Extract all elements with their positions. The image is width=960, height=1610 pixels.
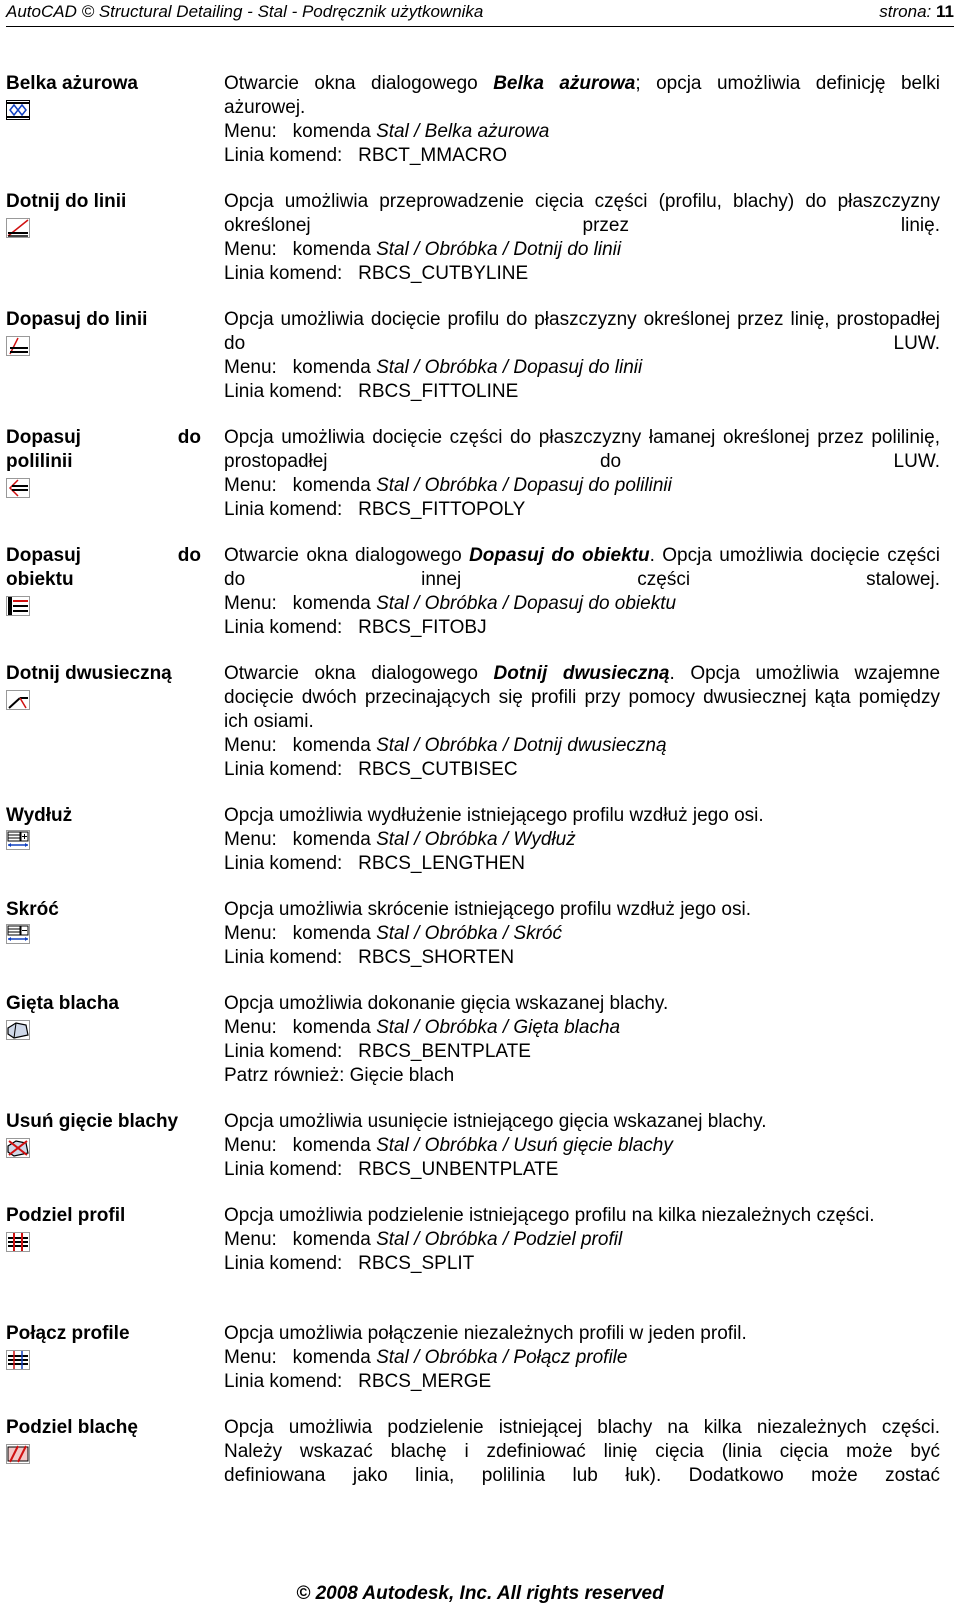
entry-term: Belka ażurowa — [6, 73, 138, 94]
menu-line: Menu: komenda Stal / Obróbka / Dotnij dwusieczną — [224, 735, 667, 756]
copyright-footer: © 2008 Autodesk, Inc. All rights reserved — [296, 1583, 664, 1604]
fit-to-polyline-icon[interactable] — [6, 478, 30, 498]
entry-description: Opcja umożliwia dokonanie gięcia wskazanej blachy. Menu: komenda Stal / Obróbka / Gięta blacha Linia komend: RBCS_BENTPLATE Patrz również: Gięcie blach — [224, 992, 940, 1088]
command-line: Linia komend: RBCS_FITTOPOLY — [224, 499, 526, 520]
entry-term: Dotnij do linii — [6, 191, 127, 212]
menu-line: Menu: komenda Stal / Obróbka / Dotnij do linii — [224, 239, 622, 260]
split-profile-icon[interactable] — [6, 1232, 30, 1252]
split-plate-icon[interactable] — [6, 1444, 30, 1464]
bent-plate-icon[interactable] — [6, 1020, 30, 1040]
menu-line: Menu: komenda Stal / Obróbka / Gięta blacha — [224, 1017, 621, 1038]
command-line: Linia komend: RBCS_UNBENTPLATE — [224, 1159, 559, 1180]
entry-description: Opcja umożliwia podzielenie istniejącej blachy na kilka niezależnych części. Należy wskazać blachę i zdefiniować linię cięcia (linia cięcia może być definiowana jako linia, polilinia lub łuk). Dodatkowo może zostać — [224, 1417, 940, 1486]
entry-description: Opcja umożliwia połączenie niezależnych profili w jeden profil. Menu: komenda Stal / Obróbka / Połącz profile Linia komend: RBCS_MERGE — [224, 1322, 940, 1394]
page-number: 11 — [936, 2, 954, 21]
command-line: Linia komend: RBCS_CUTBYLINE — [224, 263, 529, 284]
entry-term: Dopasuj do linii — [6, 309, 148, 330]
entry-term: Podziel profil — [6, 1205, 126, 1226]
fit-to-line-icon[interactable] — [6, 336, 30, 356]
command-line: Linia komend: RBCS_FITTOLINE — [224, 381, 519, 402]
entry-term-continued: obiektu — [6, 569, 74, 590]
entry-description: Opcja umożliwia skrócenie istniejącego profilu wzdłuż jego osi. Menu: komenda Stal / Obróbka / Skróć Linia komend: RBCS_SHORTEN — [224, 898, 940, 970]
entry-description: Otwarcie okna dialogowego Dotnij dwusieczną. Opcja umożliwia wzajemne docięcie dwóch przecinających się profili przy pomocy dwusiecznej kąta pomiędzy ich osiami. Menu: komenda Stal / Obróbka / Dotnij dwusieczną Linia komend: RBCS_CUTBISEC — [224, 663, 941, 780]
menu-line: Menu: komenda Stal / Obróbka / Usuń gięcie blachy — [224, 1135, 673, 1156]
entry-term: Wydłuż — [6, 805, 73, 826]
cut-by-line-icon[interactable] — [6, 218, 30, 238]
entry-description: Opcja umożliwia wydłużenie istniejącego profilu wzdłuż jego osi. Menu: komenda Stal / Obróbka / Wydłuż Linia komend: RBCS_LENGTHEN — [224, 804, 940, 876]
entry-description: Opcja umożliwia usunięcie istniejącego gięcia wskazanej blachy. Menu: komenda Stal / Obróbka / Usuń gięcie blachy Linia komend: RBCS_UNBENTPLATE — [224, 1110, 940, 1182]
entry-term: Dopasuj do — [6, 545, 201, 566]
entry-description: Otwarcie okna dialogowego Dopasuj do obiektu. Opcja umożliwia docięcie części do innej części stalowej. Menu: komenda Stal / Obróbka / Dopasuj do obiektu Linia komend: RBCS_FITOBJ — [224, 545, 940, 638]
command-line: Linia komend: RBCS_FITOBJ — [224, 617, 487, 638]
entry-term: Gięta blacha — [6, 993, 119, 1014]
entry-description: Opcja umożliwia podzielenie istniejącego profilu na kilka niezależnych części. Menu: komenda Stal / Obróbka / Podziel profil Linia komend: RBCS_SPLIT — [224, 1204, 940, 1276]
unbend-plate-icon[interactable] — [6, 1138, 30, 1158]
document-title: AutoCAD © Structural Detailing - Stal - Podręcznik użytkownika — [6, 2, 484, 21]
entry-term: Podziel blachę — [6, 1417, 138, 1438]
command-line: Linia komend: RBCS_CUTBISEC — [224, 759, 518, 780]
entry-description: Opcja umożliwia docięcie części do płaszczyzny łamanej określonej przez polilinię, prostopadłej do LUW. Menu: komenda Stal / Obróbka / Dopasuj do polilinii Linia komend: RBCS_FITTOPOLY — [224, 427, 940, 520]
page-header — [6, 0, 954, 27]
entry-term: Połącz profile — [6, 1323, 130, 1344]
menu-line: Menu: komenda Stal / Belka ażurowa — [224, 121, 550, 142]
shorten-icon[interactable] — [6, 924, 30, 944]
menu-line: Menu: komenda Stal / Obróbka / Dopasuj do obiektu — [224, 593, 677, 614]
entry-term: Skróć — [6, 899, 59, 920]
menu-line: Menu: komenda Stal / Obróbka / Dopasuj do polilinii — [224, 475, 672, 496]
cut-bisector-icon[interactable] — [6, 690, 30, 710]
menu-line: Menu: komenda Stal / Obróbka / Wydłuż — [224, 829, 576, 850]
menu-line: Menu: komenda Stal / Obróbka / Połącz profile — [224, 1347, 628, 1368]
entry-term: Dopasuj do — [6, 427, 201, 448]
entry-description: Otwarcie okna dialogowego Belka ażurowa; opcja umożliwia definicję belki ażurowej. Menu: komenda Stal / Belka ażurowa Linia komend: RBCT_MMACRO — [224, 73, 941, 166]
command-line: Linia komend: RBCS_BENTPLATE — [224, 1041, 531, 1062]
entry-term-continued: polilinii — [6, 451, 73, 472]
entry-term: Usuń gięcie blachy — [6, 1111, 179, 1132]
command-line: Linia komend: RBCS_SPLIT — [224, 1253, 475, 1274]
menu-line: Menu: komenda Stal / Obróbka / Dopasuj do linii — [224, 357, 643, 378]
menu-line: Menu: komenda Stal / Obróbka / Podziel profil — [224, 1229, 623, 1250]
see-also-line: Patrz również: Gięcie blach — [224, 1065, 455, 1086]
command-line: Linia komend: RBCS_LENGTHEN — [224, 853, 525, 874]
fit-to-object-icon[interactable] — [6, 596, 30, 616]
castellated-beam-icon[interactable] — [6, 100, 30, 120]
entry-description: Opcja umożliwia przeprowadzenie cięcia części (profilu, blachy) do płaszczyzny określonej przez linię. Menu: komenda Stal / Obróbka / Dotnij do linii Linia komend: RBCS_CUTBYLINE — [224, 191, 940, 284]
page-indicator: strona: 11 — [879, 2, 954, 21]
merge-profiles-icon[interactable] — [6, 1350, 30, 1370]
command-line: Linia komend: RBCT_MMACRO — [224, 145, 507, 166]
command-line: Linia komend: RBCS_MERGE — [224, 1371, 492, 1392]
menu-line: Menu: komenda Stal / Obróbka / Skróć — [224, 923, 562, 944]
command-line: Linia komend: RBCS_SHORTEN — [224, 947, 515, 968]
entry-term: Dotnij dwusieczną — [6, 663, 172, 684]
lengthen-icon[interactable] — [6, 830, 30, 850]
entry-description: Opcja umożliwia docięcie profilu do płaszczyzny określonej przez linię, prostopadłej do LUW. Menu: komenda Stal / Obróbka / Dopasuj do linii Linia komend: RBCS_FITTOLINE — [224, 309, 940, 402]
